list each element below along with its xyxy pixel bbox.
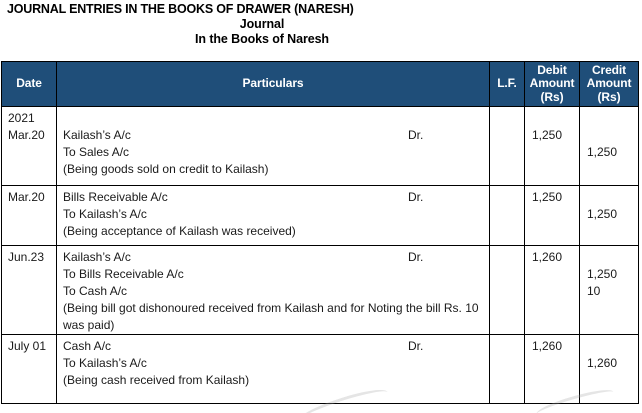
empty-line: [587, 127, 638, 144]
narration-line: [63, 223, 481, 240]
lf-cell: [490, 246, 525, 334]
date-line: Mar.20: [8, 190, 45, 204]
journal-table: [1, 61, 639, 404]
header-credit-line: (Rs): [597, 89, 621, 104]
narration-text: (Being cash received from Kailash): [63, 373, 250, 387]
header-debit: [525, 62, 580, 106]
account-name: Cash A/c: [63, 339, 112, 353]
empty-line: [532, 110, 579, 127]
account-name: To Cash A/c: [63, 284, 128, 298]
header-debit-line: Amount: [529, 76, 575, 91]
empty-line: [587, 110, 638, 127]
narration-text: (Being acceptance of Kailash was received): [63, 224, 296, 238]
header-debit-line: (Rs): [540, 89, 564, 104]
center-titles: [0, 17, 524, 47]
date-line: 2021: [8, 111, 35, 125]
lf-cell: [490, 186, 525, 245]
particular-line: [63, 249, 481, 266]
debit-amount: 1,250: [532, 128, 563, 142]
header-credit: [580, 62, 638, 106]
credit-cell: [580, 186, 638, 245]
debit-amount: 1,260: [532, 339, 563, 353]
narration-line: [63, 161, 481, 178]
table-row: [2, 335, 638, 403]
table-row: [2, 186, 638, 246]
header-date: Date: [2, 62, 57, 106]
account-name: Kailash’s A/c: [63, 128, 131, 142]
credit-amount: 1,250: [587, 207, 618, 221]
header-particulars: Particulars: [57, 62, 490, 106]
account-name: Bills Receivable A/c: [63, 190, 168, 204]
books-subtitle: In the Books of Naresh: [195, 32, 329, 46]
particular-line: [63, 283, 481, 300]
header-debit-line: Debit: [537, 62, 567, 77]
particulars-cell: [57, 246, 490, 334]
credit-amount: 1,250: [587, 145, 618, 159]
account-name: To Kailash’s A/c: [63, 207, 147, 221]
narration-text: (Being goods sold on credit to Kailash): [63, 162, 269, 176]
account-name: To Bills Receivable A/c: [63, 267, 184, 281]
debit-cell: [525, 246, 580, 334]
particulars-cell: [57, 186, 490, 245]
table-row: [2, 107, 638, 186]
narration-line: [63, 372, 481, 389]
account-name: Kailash’s A/c: [63, 250, 131, 264]
empty-line: [587, 189, 638, 206]
particular-line: [63, 144, 481, 161]
header-credit-line: Credit: [591, 62, 627, 77]
credit-cell: [580, 107, 638, 185]
empty-line: [587, 249, 638, 266]
particular-line: [63, 266, 481, 283]
header-credit-line: Amount: [586, 76, 632, 91]
dr-label: Dr.: [408, 128, 424, 142]
debit-amount: 1,250: [532, 190, 563, 204]
table-header-row: [2, 62, 638, 107]
particulars-cell: [57, 335, 490, 403]
debit-cell: [525, 335, 580, 403]
particular-line: [63, 338, 481, 355]
credit-amount: 1,250: [587, 267, 618, 281]
narration-text: (Being bill got dishonoured received from Kailash and for Noting the bill Rs. 10 was paid): [63, 301, 479, 332]
journal-title: Journal: [239, 17, 285, 31]
credit-cell: [580, 246, 638, 334]
empty-line: [63, 110, 481, 127]
empty-line: [587, 338, 638, 355]
particular-line: [63, 355, 481, 372]
debit-cell: [525, 186, 580, 245]
credit-cell: [580, 335, 638, 403]
table-row: [2, 246, 638, 335]
date-cell: [2, 186, 57, 245]
header-lf: L.F.: [490, 62, 525, 106]
particular-line: [63, 127, 481, 144]
dr-label: Dr.: [408, 190, 424, 204]
lf-cell: [490, 335, 525, 403]
date-line: Mar.20: [8, 128, 45, 142]
particulars-cell: [57, 107, 490, 185]
dr-label: Dr.: [408, 339, 424, 353]
particular-line: [63, 206, 481, 223]
date-line: Jun.23: [8, 250, 45, 264]
dr-label: Dr.: [408, 250, 424, 264]
lf-cell: [490, 107, 525, 185]
date-line: July 01: [8, 339, 47, 353]
date-cell: [2, 335, 57, 403]
date-cell: [2, 107, 57, 185]
narration-line: [63, 300, 481, 334]
credit-amount: 1,260: [587, 356, 618, 370]
credit-amount: 10: [587, 284, 601, 298]
date-cell: [2, 246, 57, 334]
debit-cell: [525, 107, 580, 185]
account-name: To Kailash’s A/c: [63, 356, 147, 370]
particular-line: [63, 189, 481, 206]
debit-amount: 1,260: [532, 250, 563, 264]
account-name: To Sales A/c: [63, 145, 130, 159]
document-heading: JOURNAL ENTRIES IN THE BOOKS OF DRAWER (NARESH): [7, 2, 354, 16]
